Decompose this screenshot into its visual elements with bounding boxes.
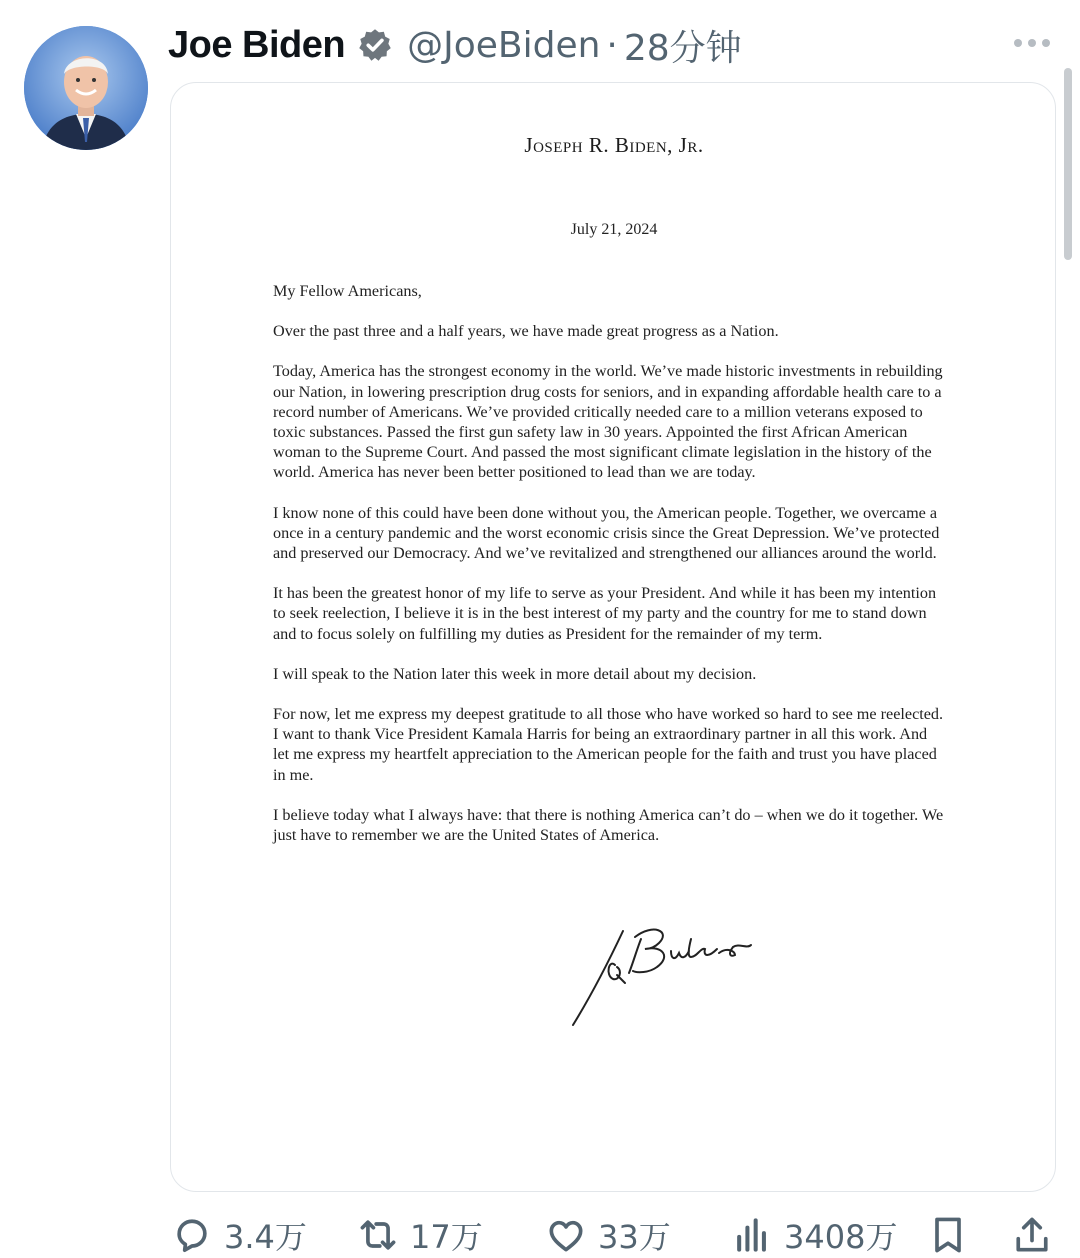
author-handle[interactable]: @JoeBiden bbox=[407, 24, 601, 66]
tweet-media[interactable] bbox=[170, 82, 1056, 1192]
action-bar bbox=[170, 1212, 1080, 1258]
share-icon bbox=[1010, 1213, 1054, 1257]
letter-date: July 21, 2024 bbox=[570, 221, 658, 238]
share-button[interactable] bbox=[1010, 1212, 1054, 1258]
retweet-icon bbox=[356, 1213, 400, 1257]
paragraph: It has been the greatest honor of my life to serve as your President. And while it has been my intention to seek reelection, I believe it is in the best interest of my party and the country for me to stand down and to focus solely on fulfilling my duties as President for the remainder of my term. bbox=[273, 584, 937, 643]
bookmark-button[interactable] bbox=[926, 1212, 970, 1258]
retweet-count: 17万 bbox=[410, 1218, 483, 1256]
avatar[interactable] bbox=[24, 26, 148, 150]
views-button[interactable] bbox=[730, 1212, 897, 1258]
paragraph: I know none of this could have been done without you, the American people. Together, we overcame a once in a century pandemic and the worst economic crisis since the Great Depression. We’ve protected and preserved our Democracy. And we’ve revitalized and strengthened our alliances around the world. bbox=[273, 503, 940, 563]
reply-icon bbox=[170, 1213, 214, 1257]
more-icon[interactable] bbox=[1010, 30, 1054, 56]
bookmark-icon bbox=[926, 1213, 970, 1257]
signature bbox=[567, 913, 797, 1033]
paragraph: Today, America has the strongest economy in the world. We’ve made historic investments in rebuilding our Nation, in lowering prescription drug costs for seniors, and in expanding affordable health care to a record number of Americans. We’ve provided critically needed care to a million veterans exposed to toxic substances. Passed the first gun safety law in 30 years. Appointed the first African American woman to the Supreme Court. And passed the most significant climate legislation in the history of the world. America has never been better positioned to lead than we are today. bbox=[273, 362, 943, 482]
salutation: My Fellow Americans, bbox=[273, 282, 422, 300]
timestamp[interactable]: 28分钟 bbox=[623, 27, 742, 69]
paragraph: For now, let me express my deepest gratitude to all those who have worked so hard to see me reelected. I want to thank Vice President Kamala Harris for being an extraordinary partner in all this work. And let me express my heartfelt appreciation to the American people for the faith and trust you have placed in me. bbox=[273, 705, 944, 784]
scrollbar[interactable] bbox=[1064, 68, 1072, 260]
like-button[interactable] bbox=[544, 1212, 671, 1258]
retweet-button[interactable] bbox=[356, 1212, 483, 1258]
paragraph: I believe today what I always have: that there is nothing America can’t do – when we do it together. We just have to remember we are the United States of America. bbox=[273, 805, 944, 845]
reply-count: 3.4万 bbox=[224, 1218, 307, 1256]
heart-icon bbox=[544, 1213, 588, 1257]
like-count: 33万 bbox=[598, 1218, 671, 1256]
paragraph: I will speak to the Nation later this week in more detail about my decision. bbox=[273, 664, 757, 683]
avatar-photo bbox=[24, 26, 148, 150]
verified-badge-icon bbox=[357, 27, 393, 63]
letter-document bbox=[171, 83, 1056, 1192]
author-name[interactable]: Joe Biden bbox=[168, 23, 346, 66]
separator-dot: · bbox=[606, 24, 618, 66]
reply-button[interactable] bbox=[170, 1212, 307, 1258]
views-count: 3408万 bbox=[784, 1218, 898, 1256]
letter-body bbox=[273, 281, 945, 865]
paragraph: Over the past three and a half years, we have made great progress as a Nation. bbox=[273, 322, 779, 341]
letterhead: Joseph R. Biden, Jr. bbox=[524, 133, 704, 157]
views-icon bbox=[730, 1213, 774, 1257]
tweet-header bbox=[168, 20, 742, 70]
